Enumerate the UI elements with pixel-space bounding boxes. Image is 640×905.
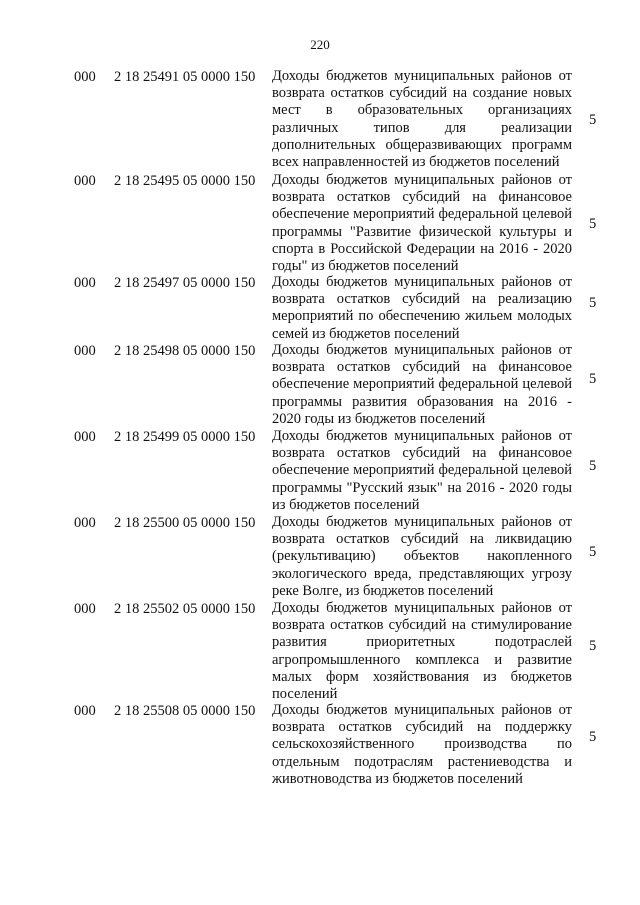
admin-code: 000 [74,601,96,617]
revenue-description: Доходы бюджетов муниципальных районов от возврата остатков субсидий на финансовое обеспечение мероприятий федеральной целевой программы развития образования на 2016 - 2020 годы из бюджетов поселений [272,342,572,427]
row-amount: 5 [589,216,597,232]
revenue-description: Доходы бюджетов муниципальных районов от возврата остатков субсидий на ликвидацию (рекультивацию) объектов накопленного экологического вреда, представляющих угрозу реке Волге, из бюджетов поселений [272,514,572,599]
classification-code: 2 18 25495 05 0000 150 [114,173,256,189]
revenue-description: Доходы бюджетов муниципальных районов от возврата остатков субсидий на поддержку сельскохозяйственного производства по отдельным подотраслям растениеводства и животноводства из бюджетов поселений [272,702,572,787]
table-row [0,600,640,702]
row-amount: 5 [589,729,597,745]
table-row [0,274,640,342]
classification-code: 2 18 25497 05 0000 150 [114,275,256,291]
table-row [0,702,640,788]
admin-code: 000 [74,173,96,189]
row-amount: 5 [589,295,597,311]
table-row [0,172,640,274]
revenue-description: Доходы бюджетов муниципальных районов от возврата остатков субсидий на реализацию мероприятий по обеспечению жильем молодых семей из бюджетов поселений [272,274,572,342]
table-row [0,428,640,514]
classification-code: 2 18 25498 05 0000 150 [114,343,256,359]
revenue-description: Доходы бюджетов муниципальных районов от возврата остатков субсидий на стимулирование развития приоритетных подотраслей агропромышленного комплекса и развитие малых форм хозяйствования из бюджетов поселений [272,600,572,703]
row-amount: 5 [589,371,597,387]
classification-code: 2 18 25491 05 0000 150 [114,69,256,85]
revenue-description: Доходы бюджетов муниципальных районов от возврата остатков субсидий на финансовое обеспечение мероприятий федеральной целевой программы "Развитие физической культуры и спорта в Российской Федерации на 2016 - 2020 годы" из бюджетов поселений [272,172,572,275]
table-row [0,342,640,428]
row-amount: 5 [589,544,597,560]
table-row [0,68,640,172]
admin-code: 000 [74,429,96,445]
table-row [0,514,640,600]
row-amount: 5 [589,458,597,474]
admin-code: 000 [74,703,96,719]
classification-code: 2 18 25508 05 0000 150 [114,703,256,719]
row-amount: 5 [589,638,597,654]
admin-code: 000 [74,515,96,531]
admin-code: 000 [74,69,96,85]
classification-code: 2 18 25499 05 0000 150 [114,429,256,445]
row-amount: 5 [589,112,597,128]
classification-code: 2 18 25502 05 0000 150 [114,601,256,617]
revenue-description: Доходы бюджетов муниципальных районов от возврата остатков субсидий на создание новых мест в образовательных организациях различных типов для реализации дополнительных общеразвивающих программ всех направленностей из бюджетов поселений [272,68,572,171]
page-number: 220 [310,37,330,52]
admin-code: 000 [74,343,96,359]
classification-code: 2 18 25500 05 0000 150 [114,515,256,531]
budget-code-table [0,68,640,788]
revenue-description: Доходы бюджетов муниципальных районов от возврата остатков субсидий на финансовое обеспечение мероприятий федеральной целевой программы "Русский язык" на 2016 - 2020 годы из бюджетов поселений [272,428,572,513]
admin-code: 000 [74,275,96,291]
